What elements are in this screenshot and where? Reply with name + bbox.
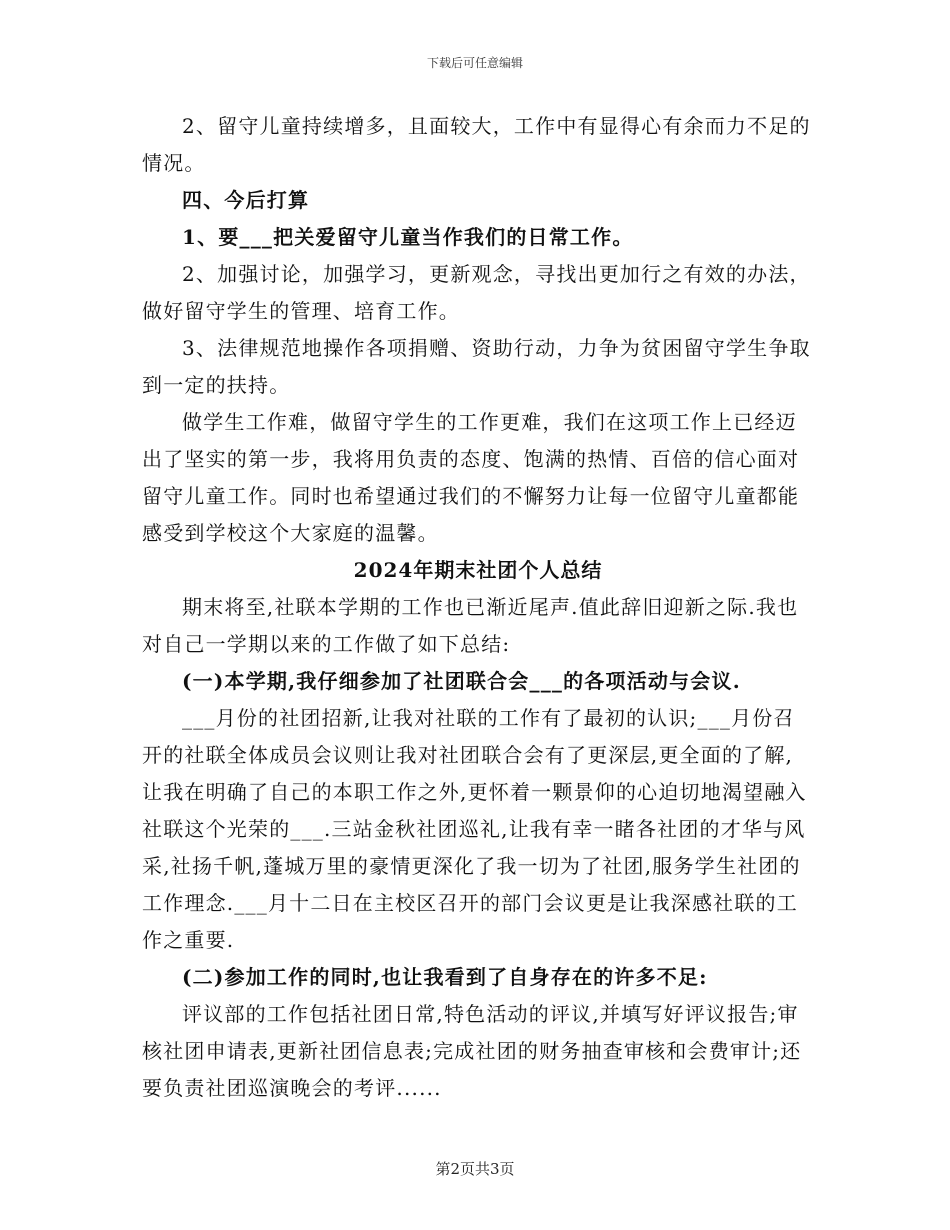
paragraph-part-2: 评议部的工作包括社团日常,特色活动的评议,并填写好评议报告;审核社团申请表,更新社团信息表;完成社团的财务抽查审核和会费审计;还要负责社团巡演晚会的考评...... bbox=[142, 1002, 802, 1100]
document-body bbox=[142, 108, 814, 1107]
subheading-part-2: (二)参加工作的同时,也让我看到了自身存在的许多不足: bbox=[182, 965, 708, 989]
plan-item-1: 1、要___把关爱留守儿童当作我们的日常工作。 bbox=[182, 225, 634, 249]
plan-item-3: 3、法律规范地操作各项捐赠、资助行动，力争为贫困留守学生争取到一定的扶持。 bbox=[142, 336, 811, 397]
paragraph-left-behind-children: 2、留守儿童持续增多，且面较大，工作中有显得心有余而力不足的情况。 bbox=[142, 114, 811, 175]
paragraph-part-1: ___月份的社团招新,让我对社联的工作有了最初的认识;___月份召开的社联全体成员会议则让我对社团联合会有了更深层,更全面的了解,让我在明确了自己的本职工作之外,更怀着一颗景仰的心迫切地渴望融入社联这个光荣的___.三站金秋社团巡礼,让我有幸一睹各社团的才华与风采,社扬千帆,蓬城万里的豪情更深化了我一切为了社团,服务学生社团的工作理念.___月十二日在主校区召开的部门会议更是让我深感社联的工作之重要. bbox=[142, 706, 807, 952]
plan-item-2: 2、加强讨论，加强学习，更新观念，寻找出更加行之有效的办法，做好留守学生的管理、培育工作。 bbox=[142, 262, 811, 323]
section-title: 2024年期末社团个人总结 bbox=[353, 558, 603, 582]
page-footer: 第2页共3页 bbox=[435, 1160, 515, 1178]
summary-intro: 期末将至,社联本学期的工作也已渐近尾声.值此辞旧迎新之际.我也对自己一学期以来的工作做了如下总结: bbox=[142, 595, 799, 656]
heading-future-plans: 四、今后打算 bbox=[182, 188, 310, 212]
page-header: 下载后可任意编辑 bbox=[426, 56, 523, 70]
subheading-part-1: (一)本学期,我仔细参加了社团联合会___的各项活动与会议. bbox=[182, 669, 741, 693]
closing-paragraph: 做学生工作难，做留守学生的工作更难，我们在这项工作上已经迈出了坚实的第一步，我将用负责的态度、饱满的热情、百倍的信心面对留守儿童工作。同时也希望通过我们的不懈努力让每一位留守儿童都能感受到学校这个大家庭的温馨。 bbox=[142, 410, 800, 545]
